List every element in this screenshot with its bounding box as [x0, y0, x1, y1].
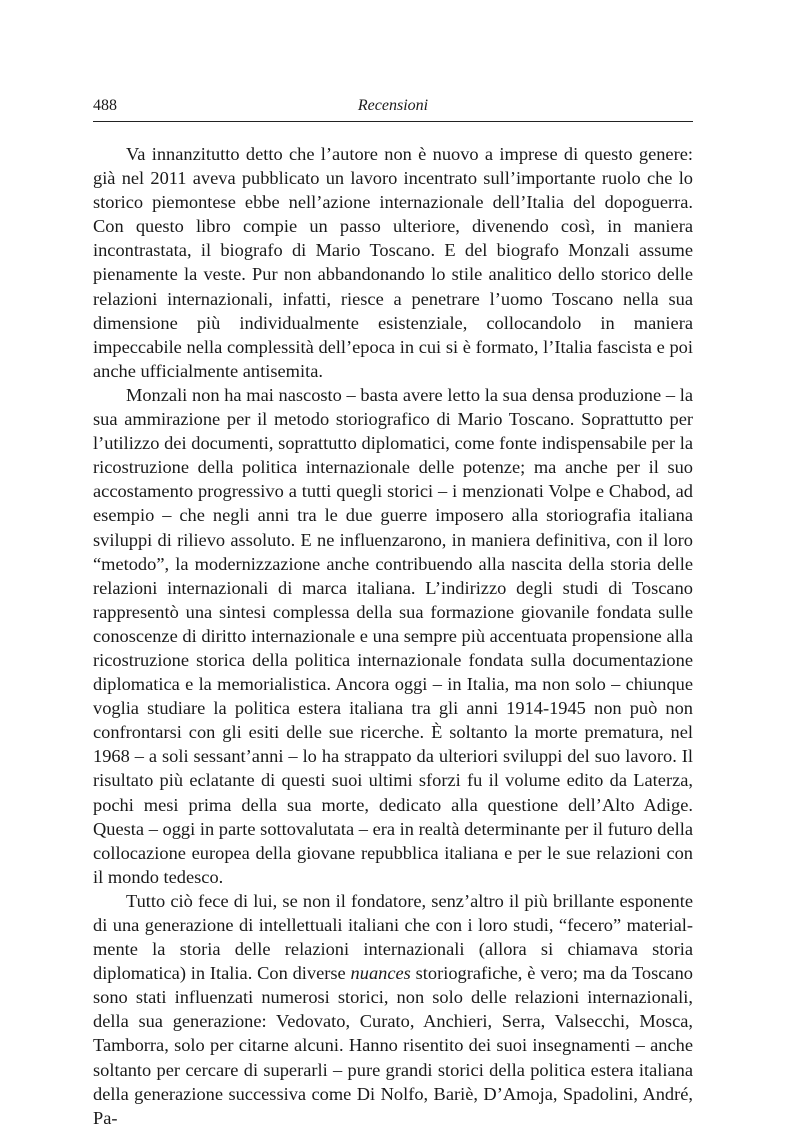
paragraph-3 [93, 889, 693, 1130]
page [93, 93, 693, 1130]
section-title: Recensioni [357, 97, 429, 114]
running-head [93, 93, 693, 122]
page-number: 488 [93, 97, 117, 114]
paragraph-3-text-before: Tutto ciò fece di lui, se non il fondatore, senz’altro il più brillante esponente di una generazione di intellettuali italiani che con i loro studi, “fecero” materialmente la storia delle relazioni internazionali (allora si chiamava storia diplomatica) in Italia. Con diverse [93, 890, 693, 984]
paragraph-2: Monzali non ha mai nascosto – basta avere letto la sua densa produzione – la sua ammirazione per il metodo storiografico di Mario Toscano. Soprattutto per l’utilizzo dei documenti, soprattutto diplomatici, come fonte indispensabile per la ricostruzione della politica internazionale delle potenze; ma anche per il suo accostamento progressivo a tutti quegli storici – i menzionati Volpe e Chabod, ad esempio – che negli anni tra le due guerre imposero alla storiografia italiana sviluppi di rilievo assoluto. E ne influenzarono, in maniera definitiva, con il loro “metodo”, la modernizzazione anche contribuendo alla nascita della storia delle relazioni internazionali di marca italiana. L’indirizzo degli studi di Toscano rappresentò una sintesi complessa della sua formazione giovanile fondata sulle conoscenze di diritto internazionale e una sempre più accentuata propensione alla ricostruzione storica della politica internazionale fondata sulla documentazione diplomatica e la memorialistica. Ancora oggi – in Italia, ma non solo – chiunque voglia studiare la politica estera italiana tra gli anni 1914-1945 non può non confrontarsi con gli esiti delle sue ricerche. È soltanto la morte prematura, nel 1968 – a soli sessant’anni – lo ha strappato da ulteriori sviluppi del suo lavoro. Il risultato più eclatante di questi suoi ultimi sforzi fu il volume edito da Laterza, pochi mesi prima della sua morte, dedicato alla questione dell’Alto Adige. Questa – oggi in parte sottovalutata – era in realtà determinante per il futuro della collocazione europea della giovane repubblica italiana e per le sue relazioni con il mondo tedesco. [93, 384, 693, 887]
paragraph-3-text-after: storiografiche, è vero; ma da Toscano sono stati influenzati numerosi storici, non solo delle relazioni internazionali, della sua generazione: Vedovato, Curato, Anchieri, Serra, Valsecchi, Mosca, Tamborra, solo per citarne alcuni. Hanno risentito dei suoi insegnamenti – anche soltanto per cercare di superarli – pure grandi storici della politica estera italiana della generazione successiva come Di Nolfo, Bariè, D’Amoja, Spadolini, André, Pa- [93, 963, 693, 1128]
body-text [93, 142, 693, 1130]
paragraph-1: Va innanzitutto detto che l’autore non è nuovo a imprese di questo genere: già nel 2011 aveva pubblicato un lavoro incentrato sull’importante ruolo che lo storico piemontese ebbe nell’azione internazionale dell’Italia del dopoguerra. Con questo libro compie un passo ulteriore, divenendo così, in maniera incontrastata, il biografo di Mario Toscano. E del biografo Monzali assume pienamente la veste. Pur non abbandonando lo stile analitico dello storico delle relazioni internazionali, infatti, riesce a penetrare l’uomo Toscano nella sua dimensione più individualmente esistenziale, collocandolo in maniera impeccabile nella complessità dell’epoca in cui si è formato, l’Italia fascista e poi anche ufficialmente antisemita. [93, 144, 693, 381]
emphasis-nuances: nuances [350, 963, 411, 984]
